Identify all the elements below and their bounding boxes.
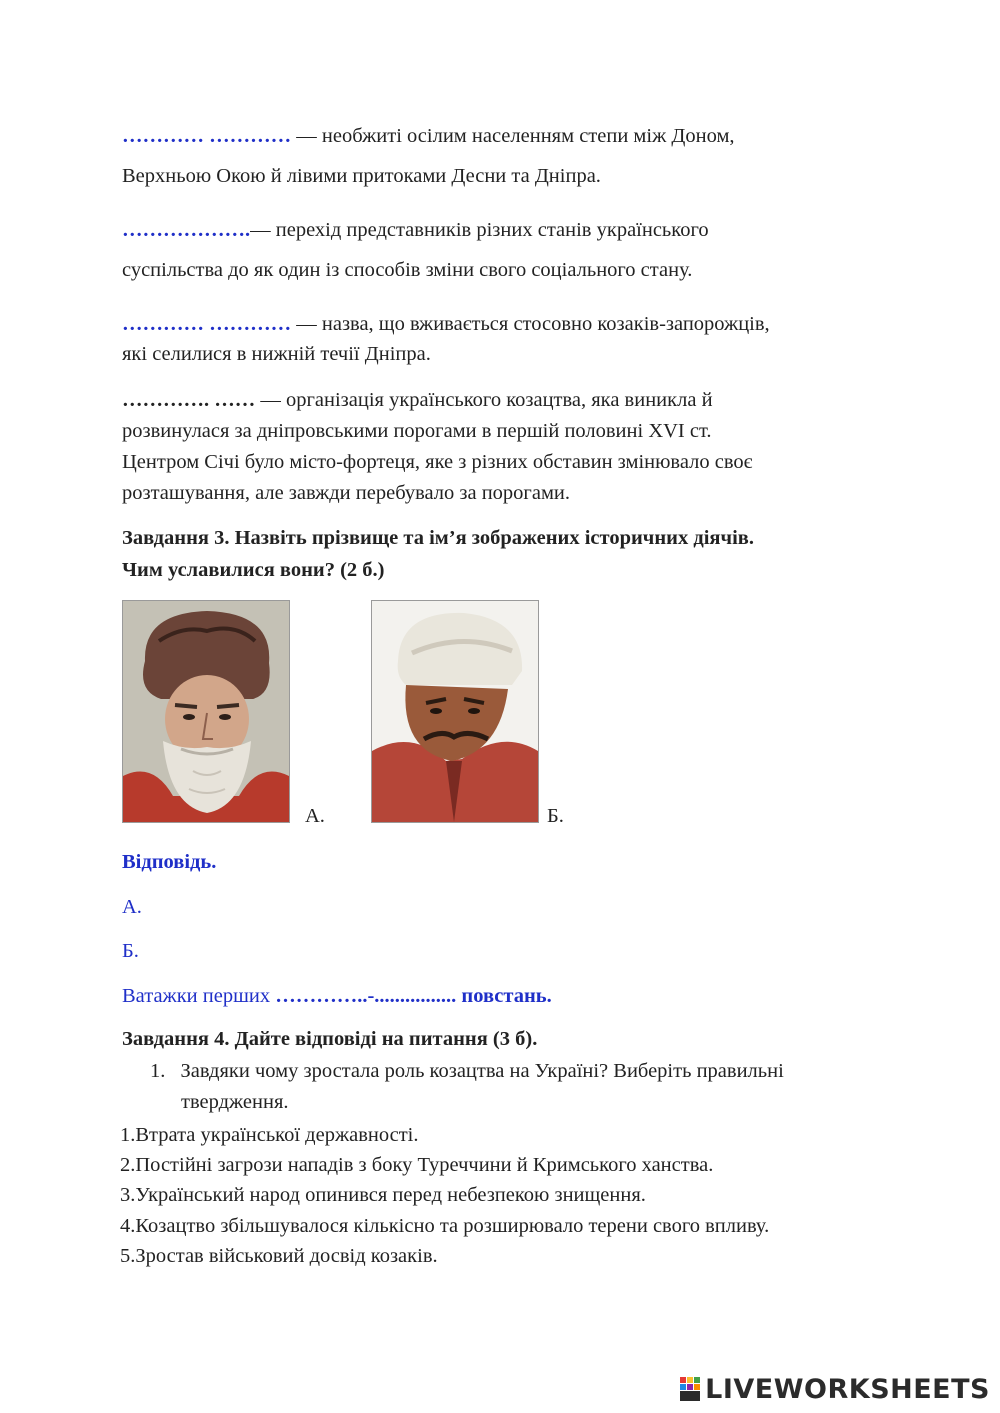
task4-option-3[interactable]: 3.Український народ опинився перед небезпекою знищення. — [120, 1184, 646, 1206]
task4-question-text: Завдяки чому зростала роль козацтва на Україні? Виберіть правильні — [180, 1060, 784, 1082]
definition-4-text: — організація українського козацтва, яка виникла й — [260, 389, 713, 411]
answer-b-field[interactable]: Б. — [122, 940, 139, 962]
task4-option-1[interactable]: 1.Втрата української державності. — [120, 1124, 419, 1146]
task4-question-line-1 — [150, 1057, 784, 1085]
definition-4-line-1 — [122, 386, 713, 414]
task4-option-2[interactable]: 2.Постійні загрози нападів з боку Туреччини й Кримського ханства. — [120, 1154, 714, 1176]
task3-title-line-2: Чим уславилися вони? (2 б.) — [122, 559, 385, 581]
leaders-prefix: Ватажки перших — [122, 985, 271, 1007]
definition-3-text: — назва, що вживається стосовно козаків-запорожців, — [296, 313, 770, 335]
definition-1-blank[interactable]: ………… ………… — [122, 125, 292, 147]
portrait-a-caption: А. — [305, 805, 325, 827]
definition-4-line-3: Центром Січі було місто-фортеця, яке з різних обставин змінювало своє — [122, 451, 753, 473]
definition-2-line-1 — [122, 216, 709, 244]
task4-question-line-2: твердження. — [181, 1091, 289, 1113]
leaders-blank[interactable]: …………..-................ повстань. — [275, 985, 552, 1007]
definition-3-blank[interactable]: ………… ………… — [122, 313, 292, 335]
portrait-b-drawing — [372, 601, 538, 822]
answer-a-field[interactable]: А. — [122, 896, 142, 918]
definition-1-line-2: Верхньою Окою й лівими притоками Десни та Дніпра. — [122, 165, 601, 187]
definition-1-text: — необжиті осілим населенням степи між Доном, — [296, 125, 735, 147]
task4-option-5[interactable]: 5.Зростав військовий досвід козаків. — [120, 1245, 438, 1267]
portrait-b-caption: Б. — [547, 805, 564, 827]
definition-2-blank[interactable]: ………………. — [122, 219, 251, 241]
task3-title-line-1: Завдання 3. Назвіть прізвище та ім’я зображених історичних діячів. — [122, 527, 754, 549]
leaders-line — [122, 982, 552, 1010]
portrait-a-drawing — [123, 601, 289, 822]
definition-3-line-1 — [122, 310, 770, 338]
task4-option-4[interactable]: 4.Козацтво збільшувалося кількісно та розширювало терени свого впливу. — [120, 1215, 770, 1237]
definition-4-blank[interactable]: …………. …… — [122, 389, 256, 411]
liveworksheets-logo-text: LIVEWORKSHEETS — [705, 1374, 990, 1405]
portrait-a-image — [122, 600, 290, 823]
definition-2-line-2: суспільства до як один із способів зміни свого соціального стану. — [122, 259, 693, 281]
liveworksheets-logo — [680, 1374, 990, 1405]
definition-3-line-2: які селилися в нижній течії Дніпра. — [122, 343, 431, 365]
answer-label: Відповідь. — [122, 851, 217, 873]
task4-title: Завдання 4. Дайте відповіді на питання (3 б). — [122, 1028, 538, 1050]
task4-question-number: 1. — [150, 1060, 166, 1082]
definition-4-line-4: розташування, але завжди перебувало за порогами. — [122, 482, 571, 504]
portrait-b-image — [371, 600, 539, 823]
definition-2-text: — перехід представників різних станів українського — [250, 219, 709, 241]
definition-4-line-2: розвинулася за дніпровськими порогами в першій половині XVI ст. — [122, 420, 712, 442]
definition-1-line-1 — [122, 122, 735, 150]
liveworksheets-logo-icon — [680, 1377, 702, 1403]
